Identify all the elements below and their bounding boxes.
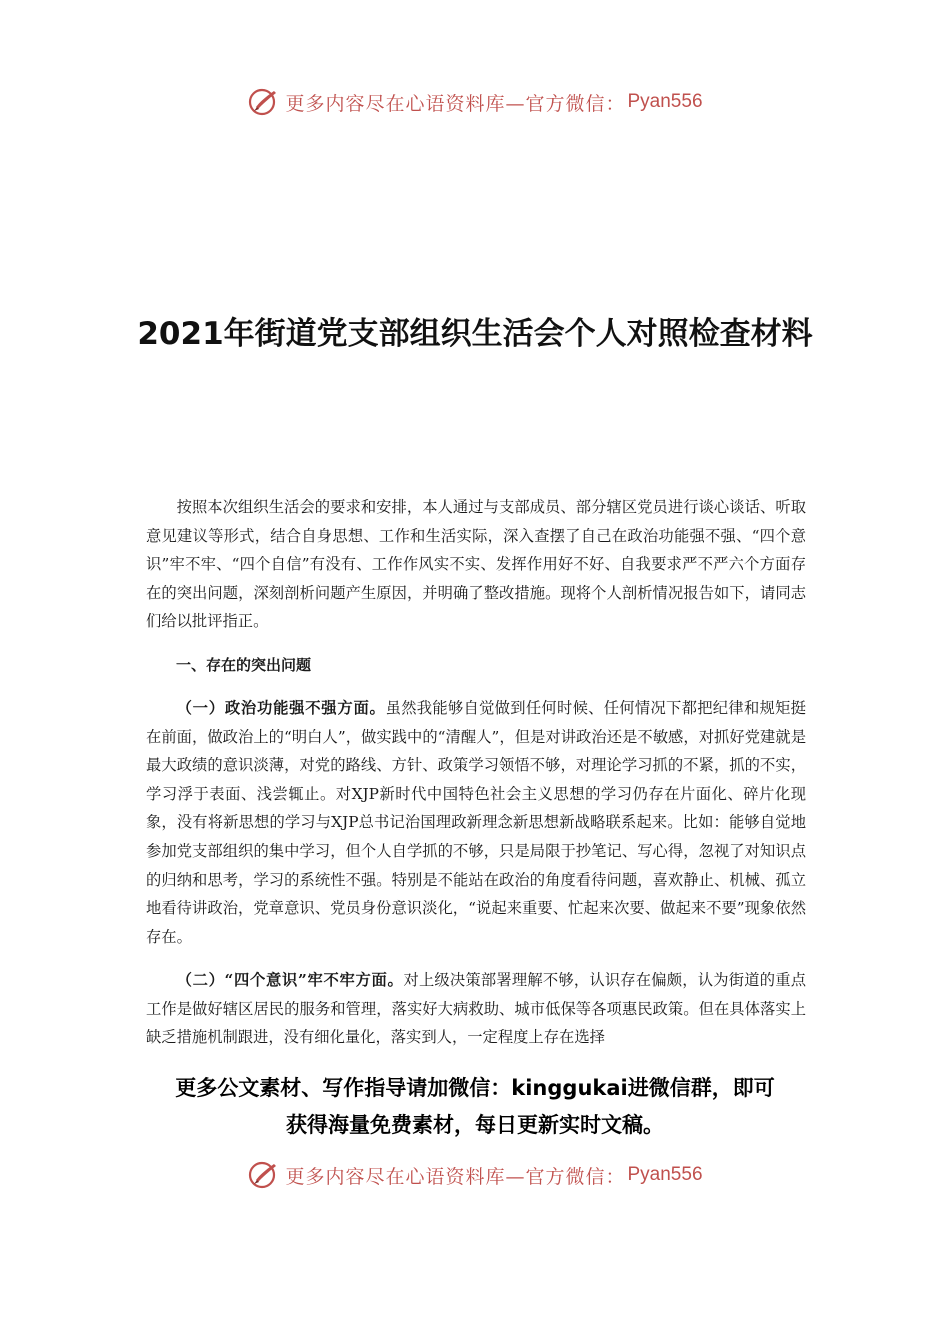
intro-paragraph: 按照本次组织生活会的要求和安排，本人通过与支部成员、部分辖区党员进行谈心谈话、听取意见建议等形式，结合自身思想、工作和生活实际，深入查摆了自己在政治功能强不强、“四个意识”牢不牢、“四个自信”有没有、工作作风实不实、发挥作用好不好、自我要求严不严六个方面存在的突出问题，深刻剖析问题产生原因，并明确了整改措施。现将个人剖析情况报告如下，请同志们给以批评指正。 — [146, 498, 806, 631]
promo-line-2: 获得海量免费素材，每日更新实时文稿。 — [286, 1113, 664, 1137]
promo-line-1: 更多公文素材、写作指导请加微信：kinggukai进微信群，即可 — [175, 1076, 775, 1100]
watermark-wechat-id: Pyan556 — [627, 1164, 703, 1185]
item-2-text: 对上级决策部署理解不够，认识存在偏颇，认为街道的重点工作是做好辖区居民的服务和管理，落实好大病救助、城市低保等各项惠民政策。但在具体落实上缺乏措施机制跟进，没有细化量化，落实到人，一定程度上存在选择 — [146, 971, 806, 1047]
item-2-lead: （二）“四个意识”牢不牢方面。 — [176, 971, 404, 989]
item-1-lead: （一）政治功能强不强方面。 — [176, 699, 386, 717]
pen-logo-icon — [247, 1158, 281, 1192]
watermark-banner-top — [0, 82, 950, 122]
promo-notice — [120, 1070, 830, 1144]
watermark-text: 更多内容尽在心语资料库—官方微信： — [285, 92, 626, 115]
section-heading: 一、存在的突出问题 — [176, 656, 312, 674]
watermark-text: 更多内容尽在心语资料库—官方微信： — [285, 1165, 626, 1188]
pen-logo-icon — [247, 85, 281, 119]
item-2-paragraph — [146, 966, 806, 1052]
watermark-banner-bottom — [0, 1155, 950, 1195]
watermark-wechat-id: Pyan556 — [627, 91, 703, 112]
document-title: 2021年街道党支部组织生活会个人对照检查材料 — [137, 316, 813, 352]
item-1-paragraph — [146, 694, 806, 951]
item-1-text: 虽然我能够自觉做到任何时候、任何情况下都把纪律和规矩挺在前面，做政治上的“明白人”，做实践中的“清醒人”，但是对讲政治还是不敏感，对抓好党建就是最大政绩的意识淡薄，对党的路线、方针、政策学习领悟不够，对理论学习抓的不紧，抓的不实，学习浮于表面、浅尝辄止。对XJP新时代中国特色社会主义思想的学习仍存在片面化、碎片化现象，没有将新思想的学习与XJP总书记治国理政新理念新思想新战略联系起来。比如：能够自觉地参加党支部组织的集中学习，但个人自学抓的不够，只是局限于抄笔记、写心得，忽视了对知识点的归纳和思考，学习的系统性不强。特别是不能站在政治的角度看待问题，喜欢静止、机械、孤立地看待讲政治，党章意识、党员身份意识淡化，“说起来重要、忙起来次要、做起来不要”现象依然存在。 — [146, 699, 806, 946]
